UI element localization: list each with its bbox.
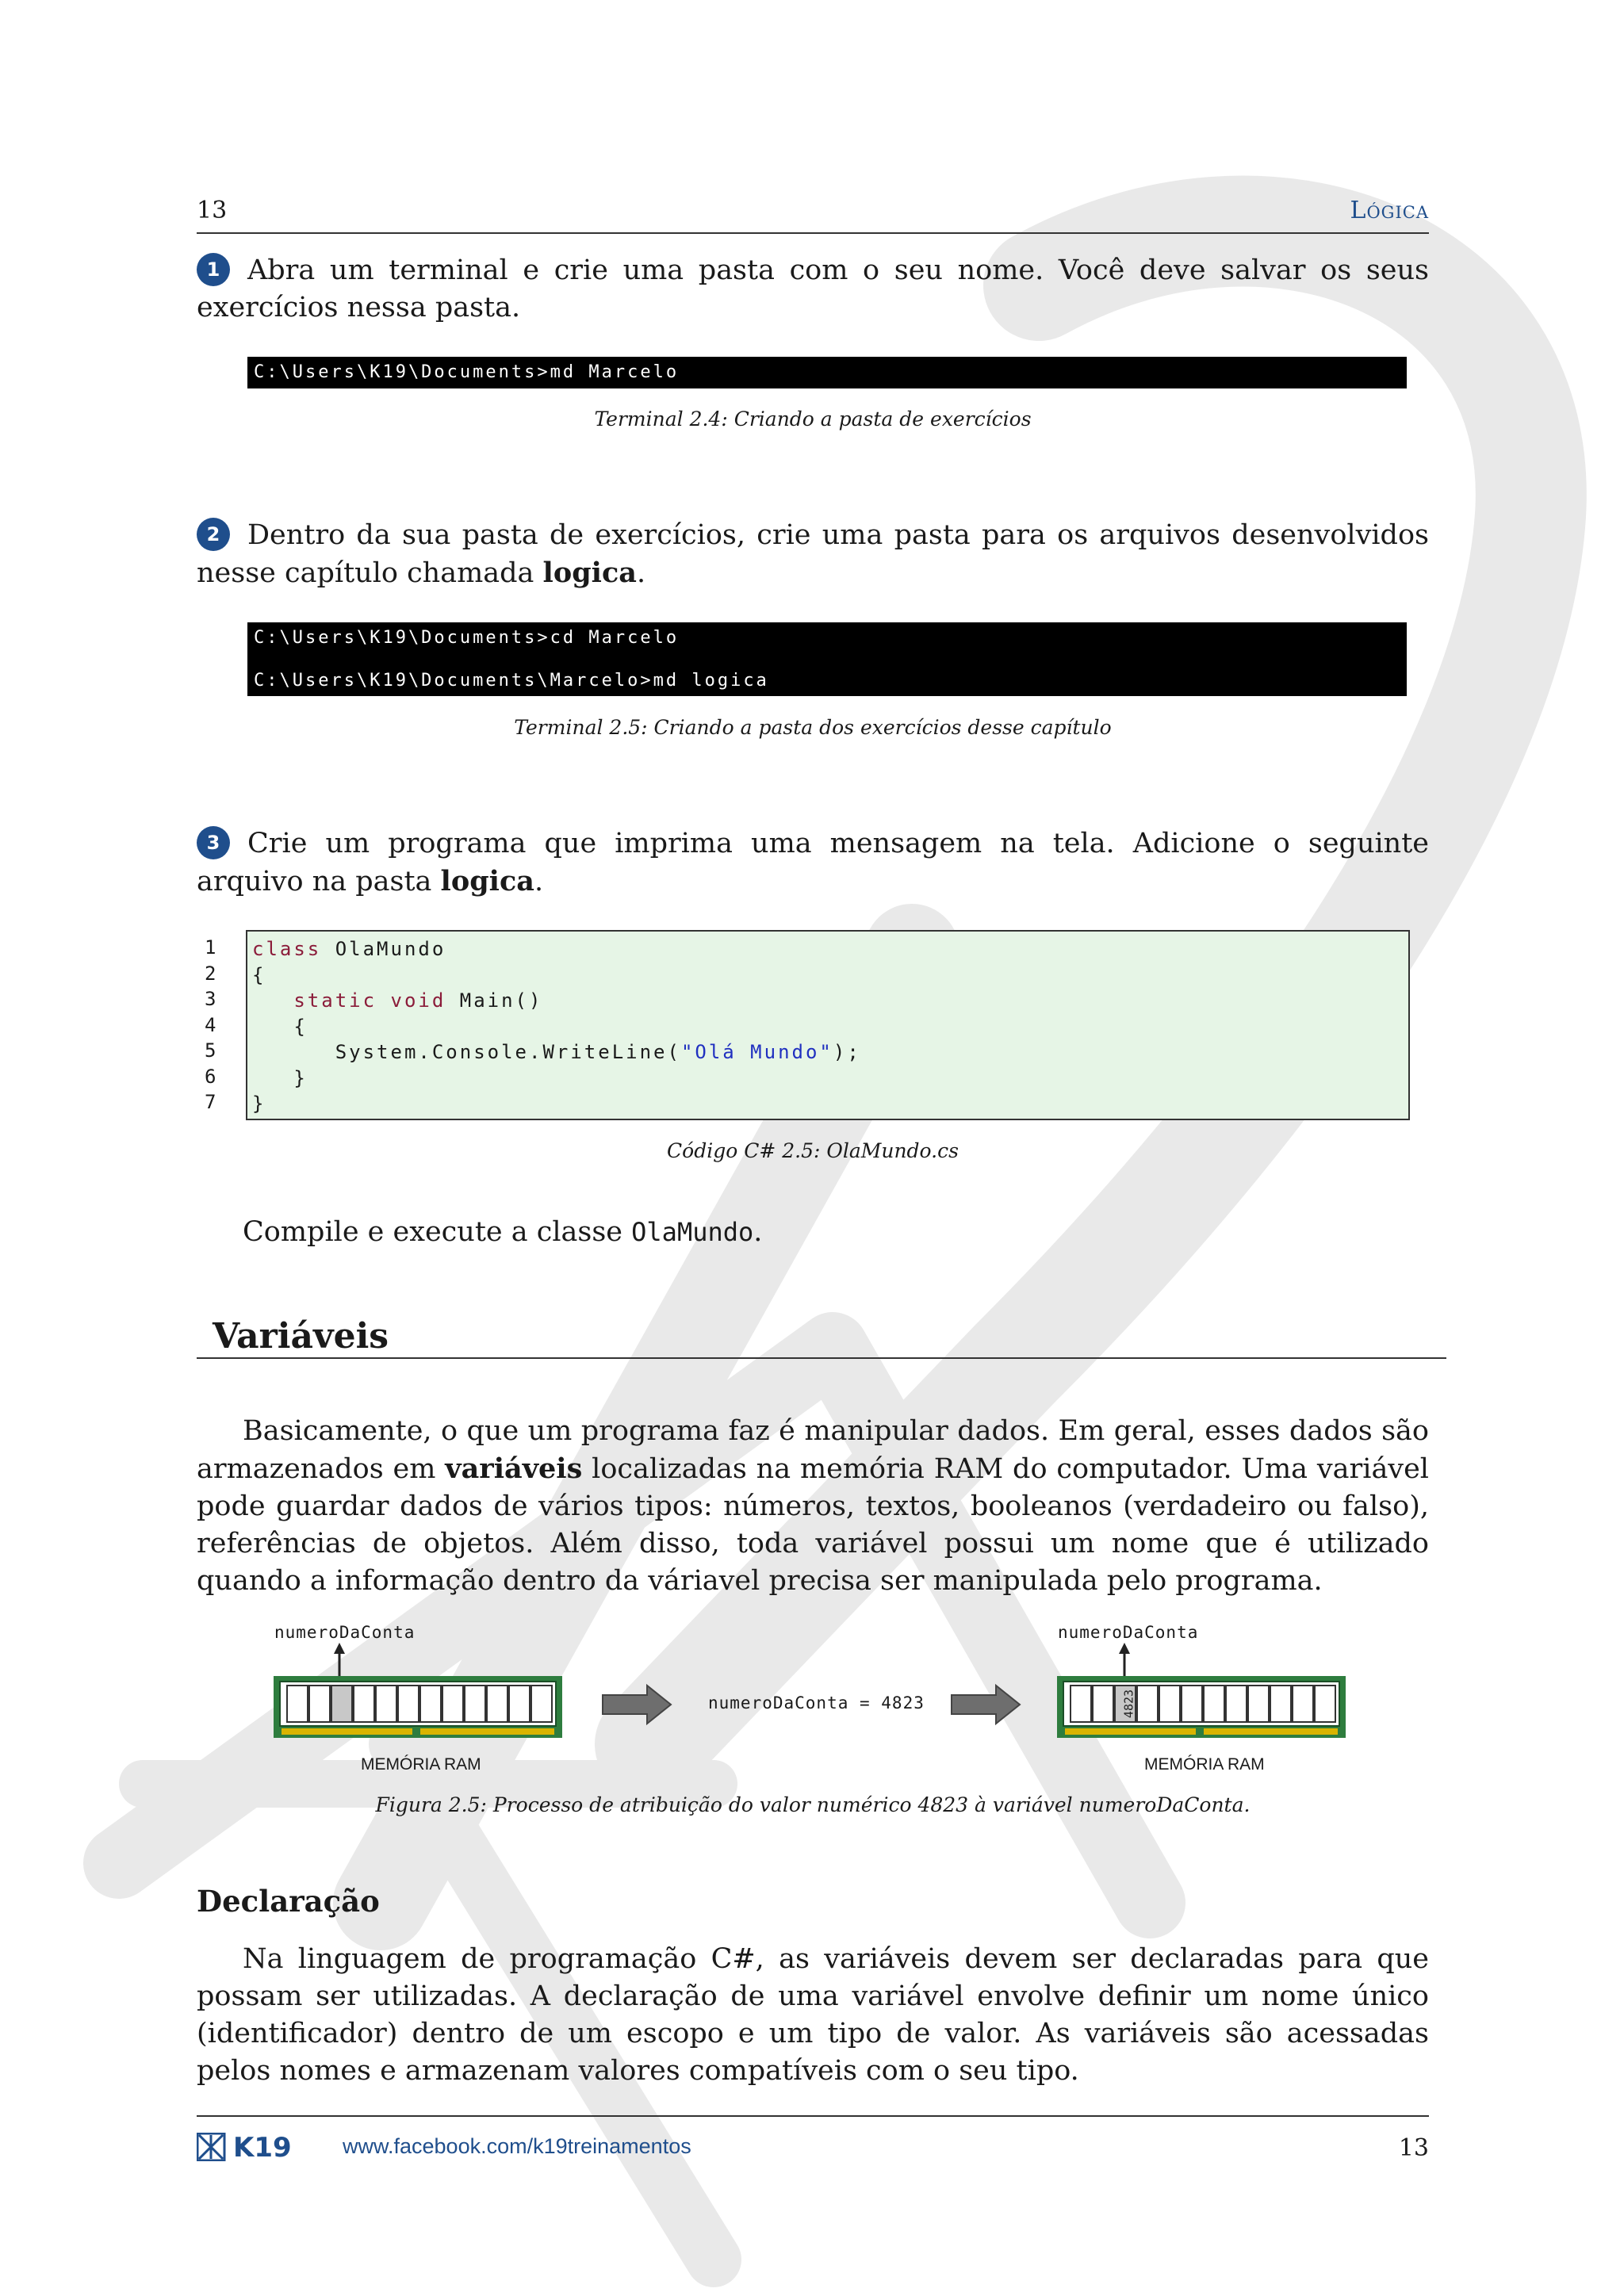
bold-term: variáveis bbox=[445, 1452, 583, 1485]
line-number: 5 bbox=[205, 1039, 216, 1062]
code-caption: Código C# 2.5: OlaMundo.cs bbox=[667, 1139, 959, 1162]
ram-module-right-icon bbox=[1057, 1676, 1346, 1738]
terminal-line: C:\Users\K19\Documents>md Marcelo bbox=[254, 362, 680, 382]
footer-facebook-link[interactable]: www.facebook.com/k19treinamentos bbox=[343, 2134, 691, 2158]
header-page-number: 13 bbox=[197, 197, 228, 224]
k19-logo bbox=[197, 2133, 324, 2161]
section-title: Variáveis bbox=[213, 1316, 389, 1357]
code-line: class OlaMundo bbox=[252, 938, 446, 960]
ram-label-left: MEMÓRIA RAM bbox=[361, 1755, 481, 1774]
arrow-right-icon bbox=[603, 1686, 671, 1724]
line-number: 6 bbox=[205, 1065, 216, 1088]
step-number-badge: 2 bbox=[197, 518, 230, 551]
code-line: static void Main() bbox=[293, 989, 543, 1012]
step3-bold-text: logica bbox=[440, 865, 534, 897]
code-line: { bbox=[252, 963, 266, 986]
svg-text:K19: K19 bbox=[233, 2133, 292, 2161]
step-number-badge: 3 bbox=[197, 826, 230, 859]
inline-code: OlaMundo bbox=[631, 1217, 754, 1247]
step2-bold-text: logica bbox=[542, 557, 637, 589]
ram-module-left-icon bbox=[274, 1676, 562, 1738]
terminal-caption-2: Terminal 2.5: Criando a pasta dos exercícios desse capítulo bbox=[514, 716, 1112, 739]
line-number: 1 bbox=[205, 936, 216, 959]
step-number-badge: 1 bbox=[197, 253, 230, 286]
terminal-line: C:\Users\K19\Documents\Marcelo>md logica bbox=[254, 671, 769, 691]
variable-label-right: numeroDaConta bbox=[1058, 1623, 1199, 1642]
line-number: 4 bbox=[205, 1013, 216, 1036]
code-line: } bbox=[293, 1066, 308, 1089]
code-line: { bbox=[293, 1015, 308, 1038]
variables-paragraph: Basicamente, o que um programa faz é manipular dados. Em geral, esses dados são armazenados em variáveis localizadas na memória RAM do computador. Uma variável pode guardar dados de vários tipos: números, textos, booleanos (verdadeiro ou falso), referências de objetos. Além disso, toda variável possui um nome que é utilizado quando a informação dentro da váriavel precisa ser manipulada pelo programa. bbox=[197, 1415, 1429, 1597]
line-number: 3 bbox=[205, 988, 216, 1010]
code-line: } bbox=[252, 1093, 266, 1115]
header-chapter-title: Lógica bbox=[1350, 197, 1429, 224]
step3-text: Crie um programa que imprima uma mensagem na tela. Adicione o seguinte arquivo na pasta bbox=[197, 828, 1429, 897]
declaration-paragraph: Na linguagem de programação C#, as variáveis devem ser declaradas para que possam ser utilizadas. A declaração de uma variável envolve definir um nome único (identificador) dentro de um escopo e um tipo de valor. As variáveis são acessadas pelos nomes e armazenam valores compatíveis com o seu tipo. bbox=[197, 1943, 1429, 2087]
terminal-caption-1: Terminal 2.4: Criando a pasta de exercícios bbox=[594, 408, 1032, 430]
line-number: 2 bbox=[205, 962, 216, 985]
terminal-line: C:\Users\K19\Documents>cd Marcelo bbox=[254, 628, 680, 648]
variable-label-left: numeroDaConta bbox=[274, 1623, 416, 1642]
step2-paragraph: 2 Dentro da sua pasta de exercícios, crie uma pasta para os arquivos desenvolvidos nesse capítulo chamada logica. bbox=[197, 519, 1429, 589]
step2-text: Dentro da sua pasta de exercícios, crie uma pasta para os arquivos desenvolvidos nesse capítulo chamada bbox=[197, 519, 1429, 589]
compile-instruction: Compile e execute a classe OlaMundo. bbox=[243, 1216, 763, 1248]
footer-page-number: 13 bbox=[1398, 2134, 1429, 2162]
assignment-text: numeroDaConta = 4823 bbox=[708, 1693, 925, 1712]
ram-label-right: MEMÓRIA RAM bbox=[1144, 1755, 1265, 1774]
step1-text: Abra um terminal e crie uma pasta com o seu nome. Você deve salvar os seus exercícios nessa pasta. bbox=[197, 254, 1429, 323]
figure-caption: Figura 2.5: Processo de atribuição do valor numérico 4823 à variável numeroDaConta. bbox=[375, 1793, 1251, 1816]
memory-cell-value: 4823 bbox=[1121, 1689, 1136, 1719]
subsection-title: Declaração bbox=[197, 1884, 380, 1919]
line-number: 7 bbox=[205, 1091, 216, 1113]
footer-rule bbox=[197, 2115, 1429, 2117]
arrow-right-icon bbox=[952, 1686, 1020, 1724]
code-line: System.Console.WriteLine("Olá Mundo"); bbox=[335, 1041, 861, 1063]
step3-paragraph: 3 Crie um programa que imprima uma mensagem na tela. Adicione o seguinte arquivo na pasta logica. bbox=[197, 828, 1429, 897]
